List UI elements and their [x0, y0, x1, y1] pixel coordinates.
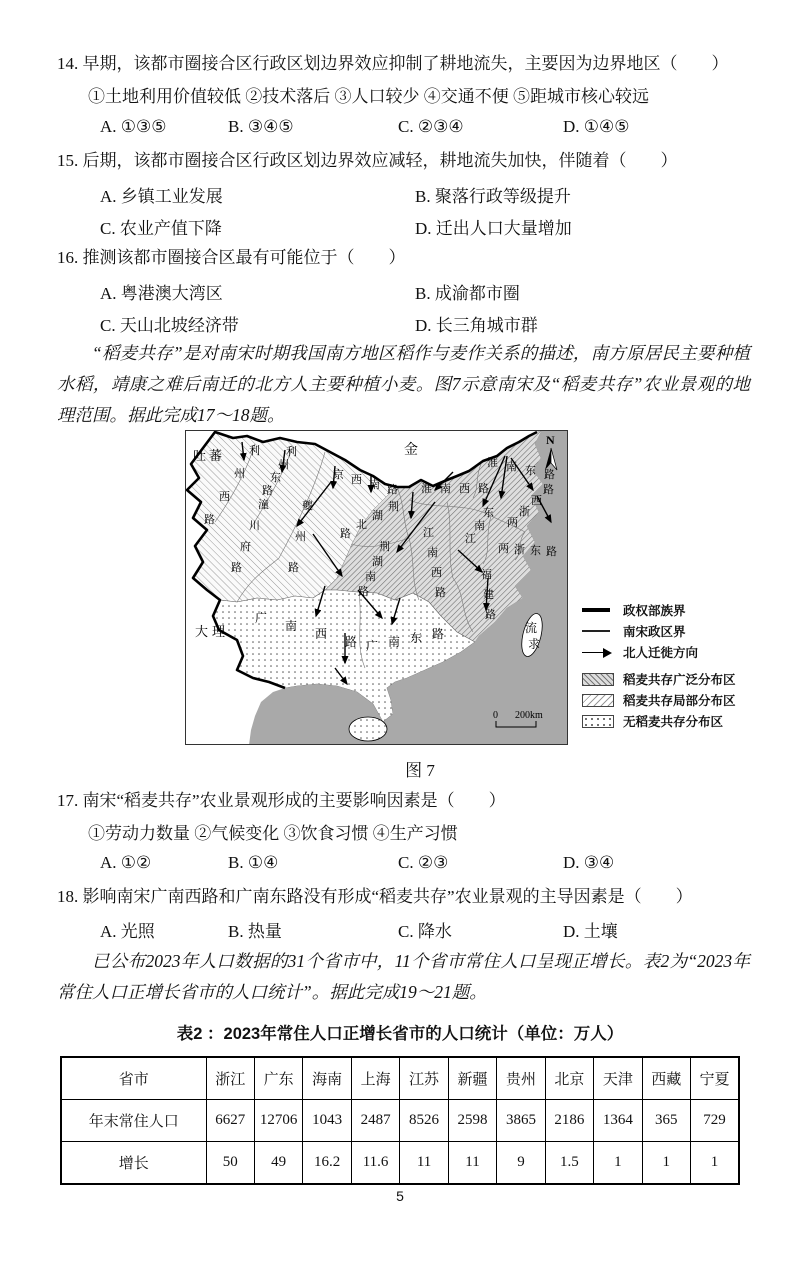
- map-label-char: 南: [365, 571, 376, 583]
- map-label-char: 江: [465, 533, 476, 545]
- q17-option-a: A. ①②: [100, 853, 152, 872]
- population-table: [60, 1056, 740, 1185]
- map-label-char: 理: [212, 624, 226, 639]
- legend-swatch-thick-line: [582, 608, 610, 612]
- map-label-char: 利: [286, 446, 297, 458]
- q17-options: [57, 853, 752, 876]
- q15-option-b: B. 聚落行政等级提升: [415, 187, 571, 206]
- map-label-char: 西: [431, 567, 442, 579]
- legend-label: 无稻麦共存分布区: [623, 715, 724, 729]
- table-cell: 729: [691, 1100, 739, 1142]
- map-label-char: 荆: [388, 501, 399, 513]
- map-label-char: 路: [358, 586, 369, 598]
- table-cell: 2487: [351, 1100, 399, 1142]
- table-row: [61, 1100, 739, 1142]
- table-cell: 8526: [400, 1100, 448, 1142]
- map-label-char: 路: [204, 514, 215, 526]
- map-label-char: 建: [483, 589, 494, 601]
- q15-options-cd: [57, 214, 752, 237]
- table-header-cell: 新疆: [448, 1057, 496, 1100]
- legend-swatch-hatch-sparse: [582, 694, 614, 707]
- map-label-char: 南: [506, 461, 517, 473]
- map-label-char: 府: [240, 541, 251, 553]
- page-number: 5: [396, 1188, 404, 1204]
- map-label-char: 州: [295, 531, 306, 543]
- map-label-char: 路: [387, 484, 398, 496]
- map-label-char: 路: [478, 483, 489, 495]
- map-label-char: 大: [195, 624, 209, 639]
- figure-caption: 图 7: [405, 761, 435, 780]
- map-label-char: 吐: [193, 448, 207, 463]
- q14-option-b: B. ③④⑤: [228, 117, 294, 136]
- table-header-cell: 天津: [594, 1057, 642, 1100]
- map-label-char: 潼: [258, 499, 269, 511]
- map-label-char: 路: [262, 485, 273, 497]
- legend-label: 北人迁徙方向: [623, 646, 699, 660]
- legend-swatch-hatch-dense: [582, 673, 614, 686]
- passage-rice-wheat: “稻麦共存”是对南宋时期我国南方地区稻作与麦作关系的描述，南方原居民主要种植水稻，靖康之难后南迁的北方人主要种植小麦。图7示意南宋及“稻麦共存”农业景观的地理范围。据此完成17～18题。: [57, 343, 750, 425]
- map-label-char: 东: [525, 465, 536, 477]
- map-label-char: 南: [427, 547, 438, 559]
- q17-suboptions: ①劳动力数量 ②气候变化 ③饮食习惯 ④生产习惯: [88, 824, 458, 843]
- table-cell: 49: [254, 1142, 302, 1185]
- map-label-char: 利: [249, 445, 260, 457]
- map-label-char: 广: [255, 611, 268, 625]
- map-label-char: 流: [525, 621, 538, 635]
- compass-letter: N: [546, 433, 555, 447]
- legend-item: [582, 600, 787, 620]
- legend-swatch-arrow: [582, 646, 614, 659]
- figure-map-southern-song: [0, 430, 800, 745]
- table-header-cell: 西藏: [642, 1057, 690, 1100]
- map-label-char: 路: [340, 528, 351, 540]
- scale-distance: 200km: [515, 710, 543, 721]
- table-cell: 1364: [594, 1100, 642, 1142]
- map-label-char: 川: [249, 520, 260, 532]
- map-label-char: 路: [544, 469, 555, 481]
- table-header-cell: 北京: [545, 1057, 593, 1100]
- map-label-char: 路: [345, 635, 358, 649]
- table-cell: 11: [448, 1142, 496, 1185]
- table-row: [61, 1142, 739, 1185]
- map-label-char: 浙: [519, 506, 530, 518]
- map-label-char: 浙: [514, 544, 525, 556]
- legend-swatch-thin-line: [582, 630, 610, 632]
- q18-option-d: D. 土壤: [563, 922, 618, 941]
- map-label-char: 淮: [421, 483, 432, 495]
- q16-options-ab: [57, 279, 752, 302]
- table-cell: 1: [691, 1142, 739, 1185]
- q18-option-b: B. 热量: [228, 922, 282, 941]
- table-cell: 16.2: [303, 1142, 351, 1185]
- legend-label: 稻麦共存局部分布区: [623, 694, 736, 708]
- q15-option-a: A. 乡镇工业发展: [100, 187, 223, 206]
- table-cell: 3865: [497, 1100, 545, 1142]
- table-row-label: 年末常住人口: [61, 1100, 206, 1142]
- legend-label: 南宋政区界: [623, 625, 686, 639]
- map-label-char: 江: [423, 527, 434, 539]
- q14-option-a: A. ①③⑤: [100, 117, 167, 136]
- map-label-char: 西: [459, 483, 470, 495]
- legend-item: [582, 690, 787, 710]
- map-label-char: 东: [530, 545, 541, 557]
- map-label-char: 京: [333, 469, 344, 481]
- map-label-char: 南: [440, 483, 451, 495]
- map-label-char: 金: [404, 443, 418, 458]
- map-label-char: 蕃: [209, 448, 223, 463]
- table-header-cell: 海南: [303, 1057, 351, 1100]
- map-label-char: 路: [288, 562, 299, 574]
- map-label-char: 淮: [487, 457, 498, 469]
- table-cell: 2186: [545, 1100, 593, 1142]
- table-header-cell: 上海: [351, 1057, 399, 1100]
- q17-option-d: D. ③④: [563, 853, 615, 872]
- map-label-char: 西: [315, 627, 328, 641]
- q16-option-a: A. 粤港澳大湾区: [100, 284, 223, 303]
- table-header-cell: 省市: [61, 1057, 206, 1100]
- map-label-char: 福: [481, 569, 492, 581]
- table-cell: 1043: [303, 1100, 351, 1142]
- map-label-char: 南: [388, 635, 401, 649]
- q15-options-ab: [57, 182, 752, 205]
- q16-option-c: C. 天山北坡经济带: [100, 316, 239, 335]
- legend-item: [582, 711, 787, 731]
- q16-options-cd: [57, 311, 752, 334]
- map-label-char: 西: [219, 491, 230, 503]
- map-label-char: 南: [285, 619, 298, 633]
- legend-item: [582, 669, 787, 689]
- map-label-char: 求: [528, 637, 541, 651]
- q14-suboptions: ①土地利用价值较低 ②技术落后 ③人口较少 ④交通不便 ⑤距城市核心较远: [88, 87, 649, 106]
- map-label-char: 北: [356, 519, 367, 531]
- map-label-char: 路: [485, 609, 496, 621]
- map-label-char: 西: [351, 474, 362, 486]
- table-header-cell: 宁夏: [691, 1057, 739, 1100]
- table-header-cell: 江苏: [400, 1057, 448, 1100]
- q17-option-c: C. ②③: [398, 853, 449, 872]
- q15-option-c: C. 农业产值下降: [100, 219, 222, 238]
- q17-stem: 17. 南宋“稻麦共存”农业景观形成的主要影响因素是（ ）: [57, 791, 506, 810]
- table-cell: 1: [642, 1142, 690, 1185]
- table-header-cell: 贵州: [497, 1057, 545, 1100]
- table-cell: 11.6: [351, 1142, 399, 1185]
- table-cell: 2598: [448, 1100, 496, 1142]
- q17-option-b: B. ①④: [228, 853, 279, 872]
- map-label-char: 路: [435, 587, 446, 599]
- map-label-char: 湖: [372, 556, 383, 568]
- map-label-char: 路: [543, 484, 554, 496]
- map-label-char: 东: [270, 472, 281, 484]
- map-label-char: 南: [369, 479, 380, 491]
- q16-stem: 16. 推测该都市圈接合区最有可能位于（ ）: [57, 248, 406, 267]
- song-dynasty-map: [185, 430, 568, 745]
- map-label-char: 广: [366, 639, 379, 653]
- map-label-char: 荆: [379, 541, 390, 553]
- map-label-char: 两: [498, 543, 509, 555]
- q15-option-d: D. 迁出人口大量增加: [415, 219, 572, 238]
- table-cell: 12706: [254, 1100, 302, 1142]
- table-header-cell: 广东: [254, 1057, 302, 1100]
- map-label-char: 湖: [372, 510, 383, 522]
- map-label-char: 夔: [302, 500, 313, 512]
- table-header-cell: 浙江: [206, 1057, 254, 1100]
- map-label-char: 东: [483, 507, 494, 519]
- q16-option-d: D. 长三角城市群: [415, 316, 538, 335]
- table-row-label: 增长: [61, 1142, 206, 1185]
- map-label-char: 路: [546, 546, 557, 558]
- map-label-char: 路: [231, 562, 242, 574]
- q15-stem: 15. 后期，该都市圈接合区行政区划边界效应减轻，耕地流失加快，伴随着（ ）: [57, 151, 678, 170]
- q18-option-c: C. 降水: [398, 922, 452, 941]
- table-cell: 9: [497, 1142, 545, 1185]
- map-legend: [582, 600, 787, 732]
- map-label-char: 西: [531, 495, 542, 507]
- legend-swatch-dots: [582, 715, 614, 728]
- q18-stem: 18. 影响南宋广南西路和广南东路没有形成“稻麦共存”农业景观的主导因素是（ ）: [57, 887, 693, 906]
- table-cell: 11: [400, 1142, 448, 1185]
- scale-zero: 0: [493, 710, 498, 721]
- table-cell: 1.5: [545, 1142, 593, 1185]
- legend-label: 政权部族界: [623, 604, 686, 618]
- q14-option-c: C. ②③④: [398, 117, 464, 136]
- q18-option-a: A. 光照: [100, 922, 155, 941]
- table-cell: 50: [206, 1142, 254, 1185]
- legend-item: [582, 621, 787, 641]
- map-label-char: 南: [474, 520, 485, 532]
- map-label-char: 两: [507, 517, 518, 529]
- q16-option-b: B. 成渝都市圈: [415, 284, 520, 303]
- table-cell: 6627: [206, 1100, 254, 1142]
- legend-item: [582, 642, 787, 662]
- map-label-char: 路: [432, 627, 445, 641]
- table-cell: 1: [594, 1142, 642, 1185]
- map-label-char: 州: [278, 459, 289, 471]
- table-title: 表2 ：2023年常住人口正增长省市的人口统计（单位：万人）: [176, 1025, 624, 1043]
- q14-stem: 14. 早期，该都市圈接合区行政区划边界效应抑制了耕地流失，主要因为边界地区（ ）: [57, 54, 729, 73]
- passage-population: 已公布2023年人口数据的31个省市中，11个省市常住人口呈现正增长。表2为“2023年常住人口正增长省市的人口统计”。据此完成19～21题。: [57, 951, 750, 1002]
- table-cell: 365: [642, 1100, 690, 1142]
- table-header-row: [61, 1057, 739, 1100]
- q14-options: [57, 117, 752, 140]
- map-label-char: 州: [234, 468, 245, 480]
- legend-label: 稻麦共存广泛分布区: [623, 673, 736, 687]
- map-label-char: 东: [410, 631, 423, 645]
- q14-option-d: D. ①④⑤: [563, 117, 630, 136]
- q18-options: [57, 917, 752, 940]
- hainan-island: [349, 717, 387, 741]
